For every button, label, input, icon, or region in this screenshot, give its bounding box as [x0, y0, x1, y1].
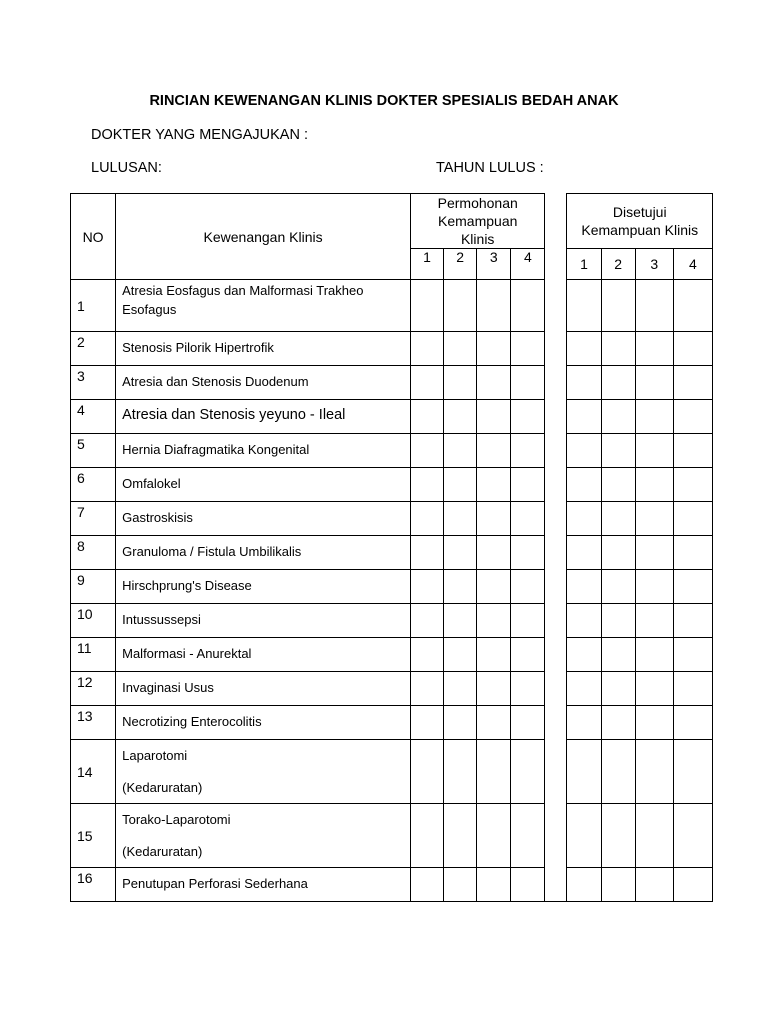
request-level-3-cell[interactable]	[477, 804, 511, 868]
column-gap	[545, 434, 567, 468]
approved-level-2-cell[interactable]	[601, 570, 635, 604]
approved-level-1-cell[interactable]	[567, 672, 601, 706]
request-level-1-cell[interactable]	[411, 570, 444, 604]
approved-level-4-cell[interactable]	[673, 332, 712, 366]
request-level-3: 3	[477, 249, 511, 280]
row-number: 9	[71, 570, 116, 604]
clinical-privilege-name: Atresia Eosfagus dan Malformasi Trakheo Esofagus	[116, 280, 411, 332]
clinical-privilege-name: Intussussepsi	[116, 604, 411, 638]
request-level-4-cell[interactable]	[511, 740, 545, 804]
request-level-2-cell[interactable]	[444, 740, 477, 804]
clinical-privilege-name: Necrotizing Enterocolitis	[116, 706, 411, 740]
request-level-3-cell[interactable]	[477, 604, 511, 638]
column-gap	[545, 400, 567, 434]
column-gap	[545, 570, 567, 604]
column-gap	[545, 332, 567, 366]
clinical-privilege-name: Atresia dan Stenosis yeyuno - Ileal	[116, 400, 411, 434]
approved-level-3-cell[interactable]	[635, 706, 673, 740]
column-gap	[545, 638, 567, 672]
table-row	[71, 804, 713, 868]
row-number: 10	[71, 604, 116, 638]
column-gap	[545, 468, 567, 502]
table-row	[71, 740, 713, 804]
request-level-2-cell[interactable]	[444, 280, 477, 332]
header-clinical-privilege: Kewenangan Klinis	[116, 194, 411, 280]
approved-level-4-cell[interactable]	[673, 706, 712, 740]
request-level-4-cell[interactable]	[511, 570, 545, 604]
row-number: 2	[71, 332, 116, 366]
request-level-2-cell[interactable]	[444, 366, 477, 400]
approved-level-1-cell[interactable]	[567, 868, 601, 902]
request-level-2-cell[interactable]	[444, 434, 477, 468]
request-level-2: 2	[444, 249, 477, 280]
approved-level-2-cell[interactable]	[601, 672, 635, 706]
approved-level-3-cell[interactable]	[635, 570, 673, 604]
column-gap	[545, 536, 567, 570]
approved-level-3: 3	[635, 249, 673, 280]
request-level-4-cell[interactable]	[511, 706, 545, 740]
table-row	[71, 570, 713, 604]
table-row	[71, 638, 713, 672]
approved-level-1-cell[interactable]	[567, 434, 601, 468]
approved-level-3-cell[interactable]	[635, 400, 673, 434]
row-number: 5	[71, 434, 116, 468]
request-level-2-cell[interactable]	[444, 332, 477, 366]
request-level-2-cell[interactable]	[444, 570, 477, 604]
request-level-3-cell[interactable]	[477, 672, 511, 706]
approved-level-4-cell[interactable]	[673, 570, 712, 604]
approved-level-1-cell[interactable]	[567, 604, 601, 638]
clinical-privilege-name: Omfalokel	[116, 468, 411, 502]
column-gap	[545, 868, 567, 902]
column-gap	[545, 604, 567, 638]
approved-level-2-cell[interactable]	[601, 434, 635, 468]
request-level-2-cell[interactable]	[444, 672, 477, 706]
request-level-3-cell[interactable]	[477, 638, 511, 672]
request-level-1-cell[interactable]	[411, 434, 444, 468]
approved-level-4-cell[interactable]	[673, 366, 712, 400]
clinical-privilege-name: Gastroskisis	[116, 502, 411, 536]
approved-level-2-cell[interactable]	[601, 366, 635, 400]
row-number: 14	[71, 740, 116, 804]
column-gap	[545, 366, 567, 400]
request-level-4-cell[interactable]	[511, 638, 545, 672]
row-number: 4	[71, 400, 116, 434]
approved-level-3-cell[interactable]	[635, 468, 673, 502]
approved-level-2-cell[interactable]	[601, 400, 635, 434]
table-row	[71, 280, 713, 332]
approved-level-3-cell[interactable]	[635, 536, 673, 570]
approved-level-2-cell[interactable]	[601, 604, 635, 638]
table-row	[71, 672, 713, 706]
approved-level-1-cell[interactable]	[567, 740, 601, 804]
request-level-1-cell[interactable]	[411, 366, 444, 400]
request-level-4-cell[interactable]	[511, 804, 545, 868]
request-level-3-cell[interactable]	[477, 434, 511, 468]
row-number: 7	[71, 502, 116, 536]
approved-level-3-cell[interactable]	[635, 638, 673, 672]
column-gap	[545, 502, 567, 536]
request-level-4-cell[interactable]	[511, 672, 545, 706]
request-level-4-cell[interactable]	[511, 332, 545, 366]
request-level-1-cell[interactable]	[411, 740, 444, 804]
clinical-privileges-table	[70, 193, 713, 902]
request-level-4-cell[interactable]	[511, 536, 545, 570]
clinical-privilege-name: Laparotomi (Kedaruratan)	[116, 740, 411, 804]
column-gap	[545, 280, 567, 332]
header-request: Permohonan Kemampuan Klinis	[411, 194, 545, 249]
approved-level-3-cell[interactable]	[635, 604, 673, 638]
request-level-1-cell[interactable]	[411, 468, 444, 502]
request-level-2-cell[interactable]	[444, 804, 477, 868]
document-title: RINCIAN KEWENANGAN KLINIS DOKTER SPESIALIS BEDAH ANAK	[149, 93, 619, 109]
request-level-1-cell[interactable]	[411, 804, 444, 868]
row-number: 8	[71, 536, 116, 570]
clinical-privilege-name: Granuloma / Fistula Umbilikalis	[116, 536, 411, 570]
row-number: 13	[71, 706, 116, 740]
request-level-1-cell[interactable]	[411, 536, 444, 570]
approved-level-4-cell[interactable]	[673, 468, 712, 502]
request-level-4: 4	[511, 249, 545, 280]
request-level-3-cell[interactable]	[477, 536, 511, 570]
approved-level-3-cell[interactable]	[635, 868, 673, 902]
request-level-1-cell[interactable]	[411, 332, 444, 366]
column-gap	[545, 740, 567, 804]
approved-level-1-cell[interactable]	[567, 570, 601, 604]
request-level-3-cell[interactable]	[477, 366, 511, 400]
row-number: 11	[71, 638, 116, 672]
approved-level-1-cell[interactable]	[567, 536, 601, 570]
request-level-4-cell[interactable]	[511, 400, 545, 434]
request-level-1-cell[interactable]	[411, 502, 444, 536]
column-gap	[545, 194, 567, 280]
request-level-4-cell[interactable]	[511, 366, 545, 400]
approved-level-2-cell[interactable]	[601, 332, 635, 366]
request-level-4-cell[interactable]	[511, 502, 545, 536]
approved-level-4-cell[interactable]	[673, 740, 712, 804]
request-level-2-cell[interactable]	[444, 604, 477, 638]
request-level-3-cell[interactable]	[477, 400, 511, 434]
request-level-1-cell[interactable]	[411, 706, 444, 740]
clinical-privilege-name: Stenosis Pilorik Hipertrofik	[116, 332, 411, 366]
request-level-2-cell[interactable]	[444, 868, 477, 902]
column-gap	[545, 672, 567, 706]
request-level-1-cell[interactable]	[411, 604, 444, 638]
table-row	[71, 400, 713, 434]
approved-level-4: 4	[673, 249, 712, 280]
column-gap	[545, 804, 567, 868]
approved-level-4-cell[interactable]	[673, 434, 712, 468]
approved-level-1-cell[interactable]	[567, 502, 601, 536]
clinical-privilege-name: Penutupan Perforasi Sederhana	[116, 868, 411, 902]
approved-level-4-cell[interactable]	[673, 280, 712, 332]
clinical-privilege-name: Malformasi - Anurektal	[116, 638, 411, 672]
request-level-1-cell[interactable]	[411, 280, 444, 332]
request-level-4-cell[interactable]	[511, 868, 545, 902]
table-row	[71, 468, 713, 502]
graduation-year-label: TAHUN LULUS :	[436, 160, 544, 176]
approved-level-1-cell[interactable]	[567, 638, 601, 672]
request-level-1-cell[interactable]	[411, 672, 444, 706]
approved-level-4-cell[interactable]	[673, 536, 712, 570]
approved-level-1-cell[interactable]	[567, 804, 601, 868]
approved-level-3-cell[interactable]	[635, 366, 673, 400]
approved-level-2-cell[interactable]	[601, 280, 635, 332]
clinical-privilege-name: Hirschprung's Disease	[116, 570, 411, 604]
approved-level-1-cell[interactable]	[567, 400, 601, 434]
approved-level-1-cell[interactable]	[567, 280, 601, 332]
request-level-3-cell[interactable]	[477, 868, 511, 902]
row-number: 15	[71, 804, 116, 868]
approved-level-2-cell[interactable]	[601, 502, 635, 536]
approved-level-3-cell[interactable]	[635, 502, 673, 536]
request-level-1-cell[interactable]	[411, 400, 444, 434]
table-row	[71, 332, 713, 366]
approved-level-2-cell[interactable]	[601, 468, 635, 502]
approved-level-2-cell[interactable]	[601, 706, 635, 740]
request-level-1: 1	[411, 249, 444, 280]
approved-level-2-cell[interactable]	[601, 536, 635, 570]
approved-level-2: 2	[601, 249, 635, 280]
applicant-label: DOKTER YANG MENGAJUKAN :	[91, 127, 308, 143]
approved-level-3-cell[interactable]	[635, 672, 673, 706]
row-number: 12	[71, 672, 116, 706]
graduate-label: LULUSAN:	[91, 160, 162, 176]
approved-level-4-cell[interactable]	[673, 672, 712, 706]
table-row	[71, 366, 713, 400]
row-number: 3	[71, 366, 116, 400]
request-level-4-cell[interactable]	[511, 280, 545, 332]
table-row	[71, 536, 713, 570]
request-level-3-cell[interactable]	[477, 468, 511, 502]
clinical-privilege-name: Atresia dan Stenosis Duodenum	[116, 366, 411, 400]
approved-level-1: 1	[567, 249, 601, 280]
approved-level-2-cell[interactable]	[601, 868, 635, 902]
table-row	[71, 434, 713, 468]
request-level-2-cell[interactable]	[444, 468, 477, 502]
approved-level-3-cell[interactable]	[635, 280, 673, 332]
request-level-3-cell[interactable]	[477, 740, 511, 804]
approved-level-2-cell[interactable]	[601, 804, 635, 868]
request-level-3-cell[interactable]	[477, 706, 511, 740]
request-level-2-cell[interactable]	[444, 400, 477, 434]
request-level-2-cell[interactable]	[444, 502, 477, 536]
approved-level-4-cell[interactable]	[673, 502, 712, 536]
approved-level-1-cell[interactable]	[567, 332, 601, 366]
approved-level-1-cell[interactable]	[567, 468, 601, 502]
request-level-1-cell[interactable]	[411, 868, 444, 902]
approved-level-4-cell[interactable]	[673, 804, 712, 868]
table-row	[71, 604, 713, 638]
approved-level-4-cell[interactable]	[673, 868, 712, 902]
approved-level-3-cell[interactable]	[635, 740, 673, 804]
table-row	[71, 706, 713, 740]
row-number: 6	[71, 468, 116, 502]
approved-level-1-cell[interactable]	[567, 366, 601, 400]
request-level-3-cell[interactable]	[477, 332, 511, 366]
approved-level-2-cell[interactable]	[601, 638, 635, 672]
request-level-4-cell[interactable]	[511, 468, 545, 502]
request-level-1-cell[interactable]	[411, 638, 444, 672]
clinical-privilege-name: Torako-Laparotomi (Kedaruratan)	[116, 804, 411, 868]
table-row	[71, 502, 713, 536]
column-gap	[545, 706, 567, 740]
approved-level-2-cell[interactable]	[601, 740, 635, 804]
header-no: NO	[71, 194, 116, 280]
request-level-3-cell[interactable]	[477, 570, 511, 604]
row-number: 16	[71, 868, 116, 902]
approved-level-4-cell[interactable]	[673, 638, 712, 672]
table-row	[71, 868, 713, 902]
approved-level-3-cell[interactable]	[635, 434, 673, 468]
clinical-privilege-name: Hernia Diafragmatika Kongenital	[116, 434, 411, 468]
approved-level-1-cell[interactable]	[567, 706, 601, 740]
request-level-4-cell[interactable]	[511, 604, 545, 638]
approved-level-4-cell[interactable]	[673, 400, 712, 434]
clinical-privilege-name: Invaginasi Usus	[116, 672, 411, 706]
approved-level-3-cell[interactable]	[635, 804, 673, 868]
request-level-2-cell[interactable]	[444, 638, 477, 672]
request-level-3-cell[interactable]	[477, 502, 511, 536]
request-level-2-cell[interactable]	[444, 536, 477, 570]
request-level-3-cell[interactable]	[477, 280, 511, 332]
row-number: 1	[71, 280, 116, 332]
header-approved: Disetujui Kemampuan Klinis	[567, 194, 713, 249]
approved-level-4-cell[interactable]	[673, 604, 712, 638]
request-level-2-cell[interactable]	[444, 706, 477, 740]
approved-level-3-cell[interactable]	[635, 332, 673, 366]
request-level-4-cell[interactable]	[511, 434, 545, 468]
